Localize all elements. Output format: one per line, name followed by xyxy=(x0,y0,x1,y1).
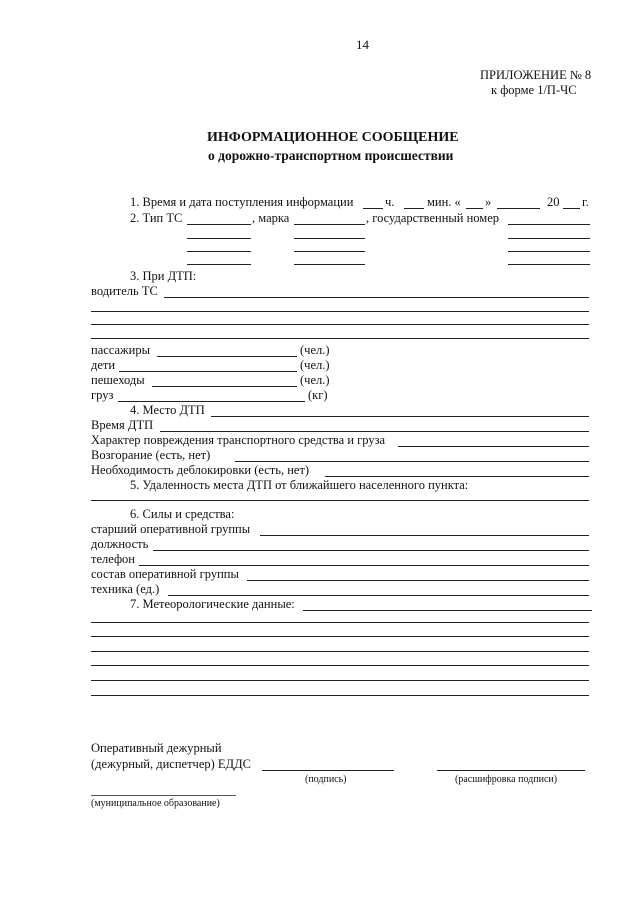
dispatcher-label: (дежурный, диспетчер) ЕДДС xyxy=(91,757,251,771)
signature-caption: (подпись) xyxy=(305,774,347,785)
page-number: 14 xyxy=(356,37,369,52)
passengers-field[interactable] xyxy=(157,356,297,357)
year-prefix: 20 xyxy=(547,195,560,209)
weather-field-line[interactable] xyxy=(91,651,589,652)
weather-field-line[interactable] xyxy=(91,622,589,623)
weather-field[interactable] xyxy=(303,610,592,611)
document-subtitle: о дорожно-транспортном происшествии xyxy=(208,148,454,163)
brand-field[interactable] xyxy=(294,264,365,265)
team-field[interactable] xyxy=(247,580,589,581)
position-field[interactable] xyxy=(153,550,589,551)
vehicle-type-field[interactable] xyxy=(187,238,251,239)
pedestrians-field[interactable] xyxy=(152,386,297,387)
senior-field[interactable] xyxy=(260,535,589,536)
weather-field-line[interactable] xyxy=(91,665,589,666)
document-title: ИНФОРМАЦИОННОЕ СООБЩЕНИЕ xyxy=(207,130,459,145)
equipment-field[interactable] xyxy=(168,595,589,596)
location-field[interactable] xyxy=(211,416,589,417)
plate-label: , государственный номер xyxy=(366,211,500,225)
brand-field[interactable] xyxy=(294,224,365,225)
fire-field[interactable] xyxy=(235,461,589,462)
phone-label: телефон xyxy=(91,552,135,566)
driver-field-line[interactable] xyxy=(91,338,589,339)
cargo-label: груз xyxy=(91,388,114,402)
plate-field[interactable] xyxy=(508,264,590,265)
time-label: Время ДТП xyxy=(91,418,154,432)
position-label: должность xyxy=(91,537,149,551)
driver-field[interactable] xyxy=(164,297,589,298)
children-field[interactable] xyxy=(119,371,297,372)
pedestrians-label: пешеходы xyxy=(91,373,145,387)
equipment-label: техника (ед.) xyxy=(91,582,160,596)
month-field[interactable] xyxy=(497,208,540,209)
municipality-field[interactable] xyxy=(91,795,236,796)
item3-label: 3. При ДТП: xyxy=(130,269,197,283)
brand-field[interactable] xyxy=(294,251,365,252)
item2-label: 2. Тип ТС xyxy=(130,211,183,225)
fire-label: Возгорание (есть, нет) xyxy=(91,448,211,462)
day-field[interactable] xyxy=(466,208,483,209)
minutes-unit: мин. « xyxy=(427,195,461,209)
time-field[interactable] xyxy=(160,431,589,432)
phone-field[interactable] xyxy=(139,565,589,566)
damage-label: Характер повреждения транспортного средства и груза xyxy=(91,433,386,447)
distance-field[interactable] xyxy=(91,500,589,501)
year-field[interactable] xyxy=(563,208,580,209)
cargo-field[interactable] xyxy=(118,401,305,402)
driver-field-line[interactable] xyxy=(91,324,589,325)
weather-field-line[interactable] xyxy=(91,680,589,681)
passengers-unit: (чел.) xyxy=(300,343,330,357)
appendix-form: к форме 1/П-ЧС xyxy=(491,83,577,97)
vehicle-type-field[interactable] xyxy=(187,251,251,252)
municipality-caption: (муниципальное образование) xyxy=(91,798,220,809)
passengers-label: пассажиры xyxy=(91,343,151,357)
brand-field[interactable] xyxy=(294,238,365,239)
driver-label: водитель ТС xyxy=(91,284,158,298)
plate-field[interactable] xyxy=(508,238,590,239)
cargo-unit: (кг) xyxy=(308,388,328,402)
team-label: состав оперативной группы xyxy=(91,567,239,581)
unblock-label: Необходимость деблокировки (есть, нет) xyxy=(91,463,310,477)
damage-field[interactable] xyxy=(398,446,589,447)
signature-name-caption: (расшифровка подписи) xyxy=(455,774,558,785)
quote-close: » xyxy=(485,195,492,209)
item7-label: 7. Метеорологические данные: xyxy=(130,597,295,611)
plate-field[interactable] xyxy=(508,224,590,225)
vehicle-type-field[interactable] xyxy=(187,224,251,225)
item4-label: 4. Место ДТП xyxy=(130,403,205,417)
duty-officer-label: Оперативный дежурный xyxy=(91,741,222,755)
signature-field[interactable] xyxy=(262,770,394,771)
weather-field-line[interactable] xyxy=(91,695,589,696)
item6-label: 6. Силы и средства: xyxy=(130,507,235,521)
unblock-field[interactable] xyxy=(325,476,589,477)
vehicle-type-field[interactable] xyxy=(187,264,251,265)
signature-name-field[interactable] xyxy=(437,770,585,771)
plate-field[interactable] xyxy=(508,251,590,252)
item5-label: 5. Удаленность места ДТП от ближайшего населенного пункта: xyxy=(130,478,469,492)
brand-label: , марка xyxy=(252,211,290,225)
pedestrians-unit: (чел.) xyxy=(300,373,330,387)
year-suffix: г. xyxy=(582,195,589,209)
children-label: дети xyxy=(91,358,116,372)
driver-field-line[interactable] xyxy=(91,311,589,312)
item1-label: 1. Время и дата поступления информации xyxy=(130,195,354,209)
senior-label: старший оперативной группы xyxy=(91,522,251,536)
weather-field-line[interactable] xyxy=(91,636,589,637)
appendix-label: ПРИЛОЖЕНИЕ № 8 xyxy=(480,68,592,82)
minutes-field[interactable] xyxy=(404,208,424,209)
hours-unit: ч. xyxy=(385,195,395,209)
children-unit: (чел.) xyxy=(300,358,330,372)
hours-field[interactable] xyxy=(363,208,383,209)
